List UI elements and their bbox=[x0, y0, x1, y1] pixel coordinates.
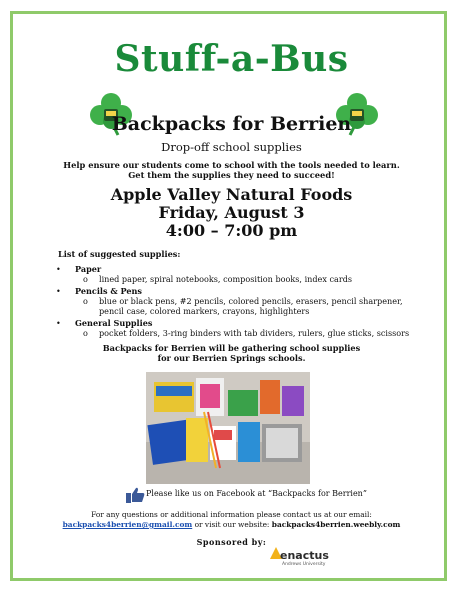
supply-category bbox=[52, 264, 412, 284]
supply-item-text: blue or black pens, #2 pencils, colored pencils, erasers, pencil sharpener, pencil case, colored markers, crayons, highlighters bbox=[99, 296, 403, 316]
supply-category bbox=[52, 318, 412, 338]
supply-item-text: pocket folders, 3-ring binders with tab dividers, rulers, glue sticks, scissors bbox=[99, 328, 410, 338]
bullet-icon: • bbox=[56, 264, 61, 274]
help-line-2: Get them the supplies they need to succeed! bbox=[128, 170, 335, 180]
supply-item bbox=[75, 274, 412, 284]
supply-item bbox=[75, 328, 412, 338]
event-time: 4:00 – 7:00 pm bbox=[165, 221, 298, 240]
help-text bbox=[0, 160, 463, 180]
supplies-photo-illustration bbox=[146, 372, 310, 484]
category-label: Pencils & Pens bbox=[75, 286, 142, 296]
supplies-list bbox=[52, 264, 412, 340]
supply-item bbox=[75, 296, 412, 316]
logo-subtext: Andrews University bbox=[282, 562, 326, 567]
gathering-line-2: for our Berrien Springs schools. bbox=[157, 353, 306, 363]
gathering-note bbox=[0, 343, 463, 363]
supplies-photo bbox=[146, 372, 310, 484]
category-label: General Supplies bbox=[75, 318, 153, 328]
category-label: Paper bbox=[75, 264, 102, 274]
contact-line-2 bbox=[0, 520, 463, 530]
facebook-like-icon[interactable] bbox=[126, 487, 145, 503]
supply-item-text: lined paper, spiral notebooks, composition books, index cards bbox=[99, 274, 353, 284]
flyer-title: Stuff-a-Bus bbox=[114, 38, 349, 80]
supply-category bbox=[52, 286, 412, 316]
contact-mid-text: or visit our website: bbox=[192, 520, 272, 529]
website-link[interactable]: backpacks4berrien.weebly.com bbox=[271, 520, 401, 529]
logo-wordmark: enactus bbox=[280, 549, 329, 562]
contact-info bbox=[0, 510, 463, 530]
event-location: Apple Valley Natural Foods bbox=[110, 185, 353, 204]
event-details bbox=[0, 186, 463, 240]
circle-bullet-icon: o bbox=[83, 296, 88, 306]
bullet-icon: • bbox=[56, 286, 61, 296]
bullet-icon: • bbox=[56, 318, 61, 328]
contact-line-1: For any questions or additional information please contact us at our email: bbox=[91, 510, 372, 519]
sponsored-by-label: Sponsored by: bbox=[196, 537, 267, 547]
email-link[interactable]: backpacks4berrien@gmail.com bbox=[62, 520, 193, 529]
circle-bullet-icon: o bbox=[83, 274, 88, 284]
help-line-1: Help ensure our students come to school with the tools needed to learn. bbox=[63, 160, 400, 170]
supplies-heading: List of suggested supplies: bbox=[58, 249, 181, 259]
gathering-line-1: Backpacks for Berrien will be gathering school supplies bbox=[102, 343, 361, 353]
circle-bullet-icon: o bbox=[83, 328, 88, 338]
event-date: Friday, August 3 bbox=[158, 203, 305, 222]
subtitle: Backpacks for Berrien bbox=[111, 113, 352, 135]
facebook-text: Please like us on Facebook at “Backpacks for Berrien” bbox=[146, 489, 367, 498]
tagline: Drop-off school supplies bbox=[161, 140, 302, 154]
enactus-logo bbox=[270, 547, 330, 569]
